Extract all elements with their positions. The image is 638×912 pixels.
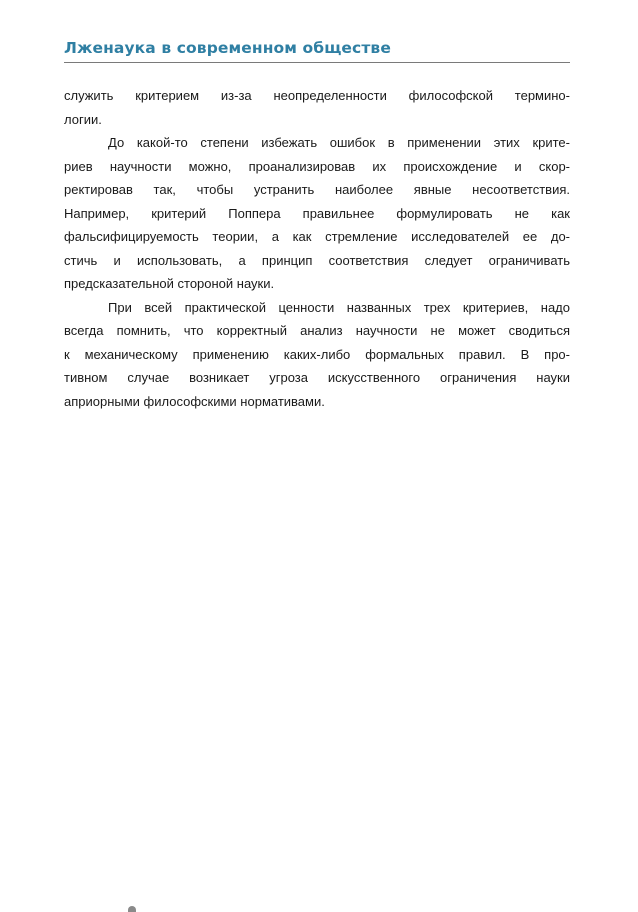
text-line: априорными философскими нормативами.: [64, 393, 325, 409]
text-line: предсказательной стороной науки.: [64, 276, 275, 291]
paragraph: [64, 296, 570, 414]
text-line: стичь и использовать, а принцип соответствия следует ограничивать: [64, 252, 570, 268]
body-text: [64, 84, 570, 413]
text-line: логии.: [64, 111, 102, 127]
text-line: До какой-то степени избежать ошибок в применении этих крите-: [108, 135, 570, 150]
text-line: служить критерием из-за неопределенности философской термино-: [64, 88, 570, 103]
text-line: ректировав так, чтобы устранить наиболее явные несоответствия.: [64, 182, 570, 197]
text-line: к механическому применению каких-либо формальных правил. В про-: [64, 346, 570, 362]
text-line: Например, критерий Поппера правильнее формулировать не как: [64, 205, 570, 221]
running-header-title: Лженаука в современном обществе: [64, 39, 391, 57]
running-header: [64, 38, 570, 63]
text-line: всегда помнить, что корректный анализ научности не может сводиться: [64, 323, 570, 338]
text-line: При всей практической ценности названных трех критериев, надо: [108, 299, 570, 315]
text-line: риев научности можно, проанализировав их происхождение и скор-: [64, 158, 570, 174]
paragraph: [64, 84, 570, 131]
text-line: фальсифицируемость теории, а как стремление исследователей ее до-: [64, 229, 570, 244]
paragraph: [64, 131, 570, 296]
text-line: тивном случае возникает угроза искусственного ограничения науки: [64, 370, 570, 385]
page-number-mark: [128, 906, 136, 912]
